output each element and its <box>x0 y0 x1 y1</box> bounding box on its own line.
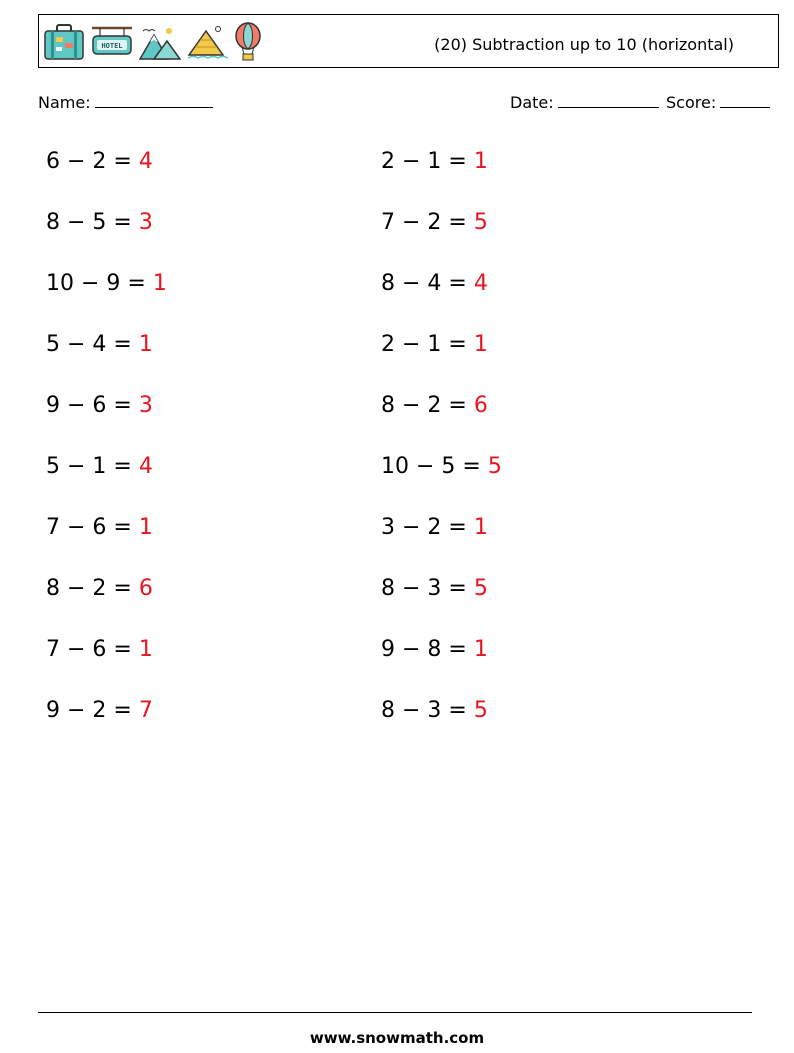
mountains-icon <box>139 23 181 61</box>
problem-item <box>46 332 153 358</box>
problem-answer: 6 <box>473 393 488 418</box>
problem-question: 2 − 1 = <box>381 332 467 357</box>
problem-item <box>381 271 488 297</box>
worksheet-header <box>38 14 779 68</box>
problem-item <box>381 210 488 236</box>
problem-item <box>46 210 153 236</box>
problem-question: 7 − 2 = <box>381 210 467 235</box>
problem-question: 8 − 3 = <box>381 576 467 601</box>
problem-item <box>381 637 488 663</box>
problem-answer: 3 <box>138 210 153 235</box>
problem-question: 5 − 1 = <box>46 454 132 479</box>
problem-answer: 1 <box>138 637 153 662</box>
name-label: Name: <box>38 93 91 112</box>
problem-question: 5 − 4 = <box>46 332 132 357</box>
problem-answer: 1 <box>473 637 488 662</box>
problem-item <box>46 698 153 724</box>
worksheet-title: (20) Subtraction up to 10 (horizontal) <box>434 35 734 54</box>
score-label: Score: <box>666 93 717 112</box>
problem-question: 9 − 8 = <box>381 637 467 662</box>
problem-item <box>381 393 488 419</box>
problem-item <box>381 698 488 724</box>
problem-answer: 3 <box>138 393 153 418</box>
problem-item <box>381 332 488 358</box>
date-label: Date: <box>510 93 554 112</box>
problem-answer: 5 <box>487 454 502 479</box>
problem-item <box>46 393 153 419</box>
date-field <box>510 93 659 113</box>
problem-question: 8 − 5 = <box>46 210 132 235</box>
problem-question: 10 − 9 = <box>46 271 146 296</box>
problem-item <box>381 515 488 541</box>
problem-question: 3 − 2 = <box>381 515 467 540</box>
problem-question: 8 − 3 = <box>381 698 467 723</box>
problem-answer: 1 <box>473 332 488 357</box>
problem-answer: 1 <box>473 149 488 174</box>
problem-question: 8 − 2 = <box>381 393 467 418</box>
problem-answer: 5 <box>473 698 488 723</box>
problem-question: 7 − 6 = <box>46 637 132 662</box>
problem-item <box>46 271 167 297</box>
problem-question: 6 − 2 = <box>46 149 132 174</box>
score-line[interactable] <box>720 93 770 108</box>
problem-answer: 4 <box>138 149 153 174</box>
problem-question: 2 − 1 = <box>381 149 467 174</box>
footer-site: www.snowmath.com <box>309 1029 485 1047</box>
problem-item <box>381 576 488 602</box>
problem-item <box>381 454 502 480</box>
pyramid-icon <box>186 23 228 61</box>
problem-question: 8 − 4 = <box>381 271 467 296</box>
problem-answer: 5 <box>473 576 488 601</box>
problem-item <box>46 576 153 602</box>
problem-answer: 1 <box>138 515 153 540</box>
hot-air-balloon-icon <box>233 22 263 62</box>
problem-answer: 7 <box>138 698 153 723</box>
problem-answer: 1 <box>473 515 488 540</box>
problem-item <box>46 149 153 175</box>
name-field <box>38 93 213 113</box>
problem-answer: 4 <box>473 271 488 296</box>
problem-item <box>381 149 488 175</box>
problem-answer: 1 <box>152 271 167 296</box>
problem-question: 10 − 5 = <box>381 454 481 479</box>
problem-question: 9 − 2 = <box>46 698 132 723</box>
score-field <box>666 93 770 113</box>
problem-answer: 1 <box>138 332 153 357</box>
problem-question: 8 − 2 = <box>46 576 132 601</box>
problem-question: 9 − 6 = <box>46 393 132 418</box>
problem-answer: 4 <box>138 454 153 479</box>
suitcase-icon <box>43 23 85 61</box>
hotel-sign-icon <box>90 24 134 60</box>
problem-item <box>46 637 153 663</box>
problem-answer: 5 <box>473 210 488 235</box>
date-line[interactable] <box>558 93 659 108</box>
problem-item <box>46 515 153 541</box>
svg-text:HOTEL: HOTEL <box>101 42 123 50</box>
problem-item <box>46 454 153 480</box>
problem-question: 7 − 6 = <box>46 515 132 540</box>
name-line[interactable] <box>95 93 213 108</box>
footer-divider <box>38 1012 752 1013</box>
problem-answer: 6 <box>138 576 153 601</box>
header-icons <box>43 20 263 64</box>
